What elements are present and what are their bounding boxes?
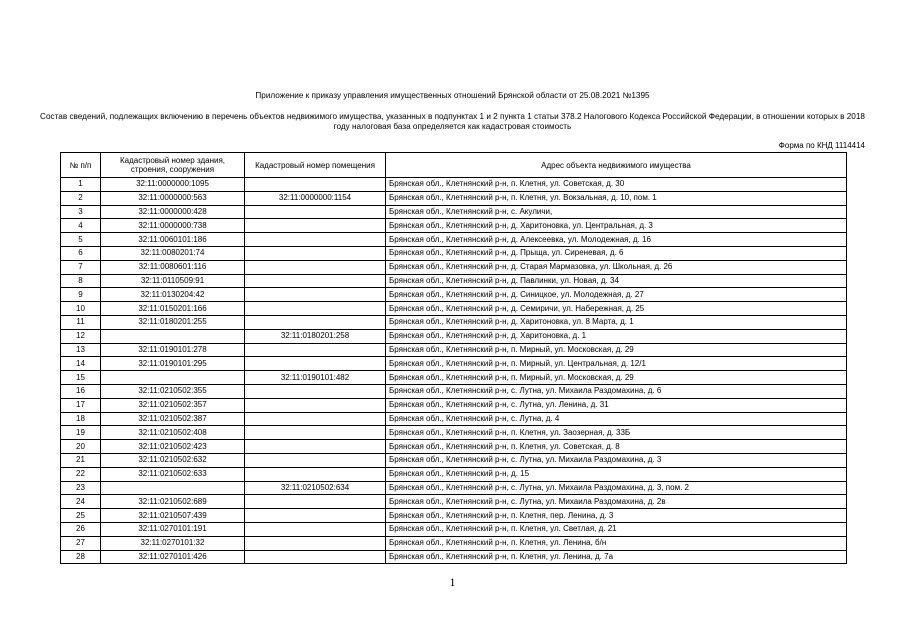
property-address: Брянская обл., Клетнянский р-н, д. Синицкое, ул. Молодежная, д. 27 [386, 288, 847, 302]
property-address: Брянская обл., Клетнянский р-н, д. Павлинки, ул. Новая, д. 34 [386, 274, 847, 288]
premise-cadastral-number [245, 384, 386, 398]
row-number: 20 [61, 440, 101, 454]
premise-cadastral-number [245, 219, 386, 233]
table-row [61, 509, 847, 523]
property-address: Брянская обл., Клетнянский р-н, д. Семиричи, ул. Набережная, д. 25 [386, 302, 847, 316]
row-number: 10 [61, 302, 101, 316]
building-cadastral-number: 32:11:0210502:387 [101, 412, 245, 426]
premise-cadastral-number [245, 426, 386, 440]
table-row [61, 302, 847, 316]
table-row [61, 357, 847, 371]
property-address: Брянская обл., Клетнянский р-н, с. Акуличи, [386, 205, 847, 219]
premise-cadastral-number [245, 412, 386, 426]
row-number: 24 [61, 495, 101, 509]
premise-cadastral-number [245, 453, 386, 467]
property-address: Брянская обл., Клетнянский р-н, д. Прыща, ул. Сиреневая, д. 6 [386, 246, 847, 260]
row-number: 13 [61, 343, 101, 357]
property-table [60, 152, 847, 564]
document-subtitle: Состав сведений, подлежащих включению в перечень объектов недвижимого имущества, указанных в подпунктах 1 и 2 пункта 1 статьи 378.2 Налогового Кодекса Российской Федерации, в отношении которых в 2018 году налоговая база определяется как кадастровая стоимость [40, 112, 865, 131]
premise-cadastral-number [245, 233, 386, 247]
premise-cadastral-number [245, 205, 386, 219]
property-address: Брянская обл., Клетнянский р-н, д. Алексеевка, ул. Молодежная, д. 16 [386, 233, 847, 247]
premise-cadastral-number [245, 343, 386, 357]
property-address: Брянская обл., Клетнянский р-н, п. Клетня, ул. Светлая, д. 21 [386, 522, 847, 536]
building-cadastral-number: 32:11:0130204:42 [101, 288, 245, 302]
row-number: 21 [61, 453, 101, 467]
row-number: 15 [61, 371, 101, 385]
table-row [61, 522, 847, 536]
table-row [61, 191, 847, 205]
property-address: Брянская обл., Клетнянский р-н, п. Клетня, пер. Ленина, д. 3 [386, 509, 847, 523]
property-address: Брянская обл., Клетнянский р-н, д. 15 [386, 467, 847, 481]
document-title: Приложение к приказу управления имущественных отношений Брянской области от 25.08.2021 №1395 [255, 91, 650, 100]
building-cadastral-number: 32:11:0080201:74 [101, 246, 245, 260]
row-number: 22 [61, 467, 101, 481]
building-cadastral-number: 32:11:0210502:423 [101, 440, 245, 454]
row-number: 26 [61, 522, 101, 536]
premise-cadastral-number [245, 467, 386, 481]
building-cadastral-number [101, 481, 245, 495]
row-number: 19 [61, 426, 101, 440]
page-number: 1 [449, 575, 456, 589]
premise-cadastral-number: 32:11:0180201:258 [245, 329, 386, 343]
building-cadastral-number: 32:11:0080601:116 [101, 260, 245, 274]
property-address: Брянская обл., Клетнянский р-н, п. Мирный, ул. Московская, д. 29 [386, 371, 847, 385]
building-cadastral-number: 32:11:0060101:186 [101, 233, 245, 247]
premise-cadastral-number [245, 550, 386, 564]
table-row [61, 288, 847, 302]
table-row [61, 178, 847, 192]
premise-cadastral-number [245, 398, 386, 412]
premise-cadastral-number [245, 260, 386, 274]
premise-cadastral-number [245, 509, 386, 523]
column-header-building: Кадастровый номер здания, строения, сооружения [101, 153, 245, 178]
row-number: 12 [61, 329, 101, 343]
table-row [61, 315, 847, 329]
row-number: 11 [61, 315, 101, 329]
table-body [61, 178, 847, 564]
table-row [61, 219, 847, 233]
building-cadastral-number [101, 329, 245, 343]
property-address: Брянская обл., Клетнянский р-н, п. Клетня, ул. Заозерная, д. 33Б [386, 426, 847, 440]
premise-cadastral-number [245, 178, 386, 192]
premise-cadastral-number [245, 246, 386, 260]
column-header-address: Адрес объекта недвижимого имущества [386, 153, 847, 178]
row-number: 23 [61, 481, 101, 495]
table-row [61, 426, 847, 440]
building-cadastral-number: 32:11:0210502:355 [101, 384, 245, 398]
form-reference: Форма по КНД 1114414 [778, 141, 865, 150]
table-row [61, 343, 847, 357]
table-row [61, 495, 847, 509]
column-header-premise: Кадастровый номер помещения [245, 153, 386, 178]
premise-cadastral-number [245, 302, 386, 316]
row-number: 3 [61, 205, 101, 219]
premise-cadastral-number [245, 288, 386, 302]
row-number: 16 [61, 384, 101, 398]
table-header-row [61, 153, 847, 178]
row-number: 2 [61, 191, 101, 205]
table-row [61, 440, 847, 454]
building-cadastral-number: 32:11:0210502:357 [101, 398, 245, 412]
row-number: 7 [61, 260, 101, 274]
row-number: 8 [61, 274, 101, 288]
table-row [61, 398, 847, 412]
building-cadastral-number: 32:11:0150201:166 [101, 302, 245, 316]
premise-cadastral-number [245, 536, 386, 550]
property-address: Брянская обл., Клетнянский р-н, с. Лутна, ул. Ленина, д. 31 [386, 398, 847, 412]
property-address: Брянская обл., Клетнянский р-н, п. Клетня, ул. Советская, д. 30 [386, 178, 847, 192]
property-address: Брянская обл., Клетнянский р-н, с. Лутна, ул. Михаила Раздомахина, д. 2в [386, 495, 847, 509]
table-row [61, 371, 847, 385]
property-address: Брянская обл., Клетнянский р-н, п. Клетня, ул. Вокзальная, д. 10, пом. 1 [386, 191, 847, 205]
building-cadastral-number: 32:11:0270101:426 [101, 550, 245, 564]
building-cadastral-number: 32:11:0210502:633 [101, 467, 245, 481]
table-row [61, 260, 847, 274]
table-row [61, 205, 847, 219]
row-number: 27 [61, 536, 101, 550]
property-address: Брянская обл., Клетнянский р-н, с. Лутна, ул. Михаила Раздомахина, д. 3 [386, 453, 847, 467]
row-number: 1 [61, 178, 101, 192]
property-address: Брянская обл., Клетнянский р-н, п. Мирный, ул. Московская, д. 29 [386, 343, 847, 357]
property-address: Брянская обл., Клетнянский р-н, с. Лутна, д. 4 [386, 412, 847, 426]
table-row [61, 274, 847, 288]
property-address: Брянская обл., Клетнянский р-н, д. Старая Мармазовка, ул. Школьная, д. 26 [386, 260, 847, 274]
table-row [61, 329, 847, 343]
premise-cadastral-number [245, 274, 386, 288]
row-number: 17 [61, 398, 101, 412]
row-number: 25 [61, 509, 101, 523]
building-cadastral-number: 32:11:0270101:191 [101, 522, 245, 536]
row-number: 28 [61, 550, 101, 564]
building-cadastral-number: 32:11:0210507:439 [101, 509, 245, 523]
building-cadastral-number: 32:11:0190101:295 [101, 357, 245, 371]
premise-cadastral-number [245, 522, 386, 536]
table-row [61, 550, 847, 564]
table-row [61, 453, 847, 467]
premise-cadastral-number: 32:11:0210502:634 [245, 481, 386, 495]
building-cadastral-number: 32:11:0190101:278 [101, 343, 245, 357]
row-number: 14 [61, 357, 101, 371]
property-address: Брянская обл., Клетнянский р-н, п. Клетня, ул. Советская, д. 8 [386, 440, 847, 454]
property-address: Брянская обл., Клетнянский р-н, д. Харитоновка, ул. Центральная, д. 3 [386, 219, 847, 233]
row-number: 5 [61, 233, 101, 247]
premise-cadastral-number [245, 440, 386, 454]
row-number: 4 [61, 219, 101, 233]
building-cadastral-number: 32:11:0000000:428 [101, 205, 245, 219]
building-cadastral-number: 32:11:0180201:255 [101, 315, 245, 329]
building-cadastral-number: 32:11:0000000:1095 [101, 178, 245, 192]
property-address: Брянская обл., Клетнянский р-н, с. Лутна, ул. Михаила Раздомахина, д. 3, пом. 2 [386, 481, 847, 495]
building-cadastral-number: 32:11:0000000:563 [101, 191, 245, 205]
table-row [61, 384, 847, 398]
premise-cadastral-number [245, 357, 386, 371]
property-address: Брянская обл., Клетнянский р-н, п. Клетня, ул. Ленина, д. 7а [386, 550, 847, 564]
table-row [61, 536, 847, 550]
premise-cadastral-number [245, 495, 386, 509]
table-row [61, 481, 847, 495]
property-address: Брянская обл., Клетнянский р-н, п. Клетня, ул. Ленина, б/н [386, 536, 847, 550]
premise-cadastral-number: 32:11:0000000:1154 [245, 191, 386, 205]
column-header-number: № п/п [61, 153, 101, 178]
premise-cadastral-number [245, 315, 386, 329]
building-cadastral-number: 32:11:0000000:738 [101, 219, 245, 233]
row-number: 6 [61, 246, 101, 260]
property-address: Брянская обл., Клетнянский р-н, д. Харитоновка, ул. 8 Марта, д. 1 [386, 315, 847, 329]
building-cadastral-number: 32:11:0110509:91 [101, 274, 245, 288]
table-row [61, 467, 847, 481]
row-number: 9 [61, 288, 101, 302]
table-row [61, 246, 847, 260]
building-cadastral-number: 32:11:0270101:32 [101, 536, 245, 550]
building-cadastral-number [101, 371, 245, 385]
table-row [61, 233, 847, 247]
property-address: Брянская обл., Клетнянский р-н, п. Мирный, ул. Центральная, д. 12/1 [386, 357, 847, 371]
building-cadastral-number: 32:11:0210502:632 [101, 453, 245, 467]
row-number: 18 [61, 412, 101, 426]
table-row [61, 412, 847, 426]
property-address: Брянская обл., Клетнянский р-н, с. Лутна, ул. Михаила Раздомахина, д. 6 [386, 384, 847, 398]
premise-cadastral-number: 32:11:0190101:482 [245, 371, 386, 385]
building-cadastral-number: 32:11:0210502:408 [101, 426, 245, 440]
property-address: Брянская обл., Клетнянский р-н, д. Харитоновка, д. 1 [386, 329, 847, 343]
building-cadastral-number: 32:11:0210502:689 [101, 495, 245, 509]
